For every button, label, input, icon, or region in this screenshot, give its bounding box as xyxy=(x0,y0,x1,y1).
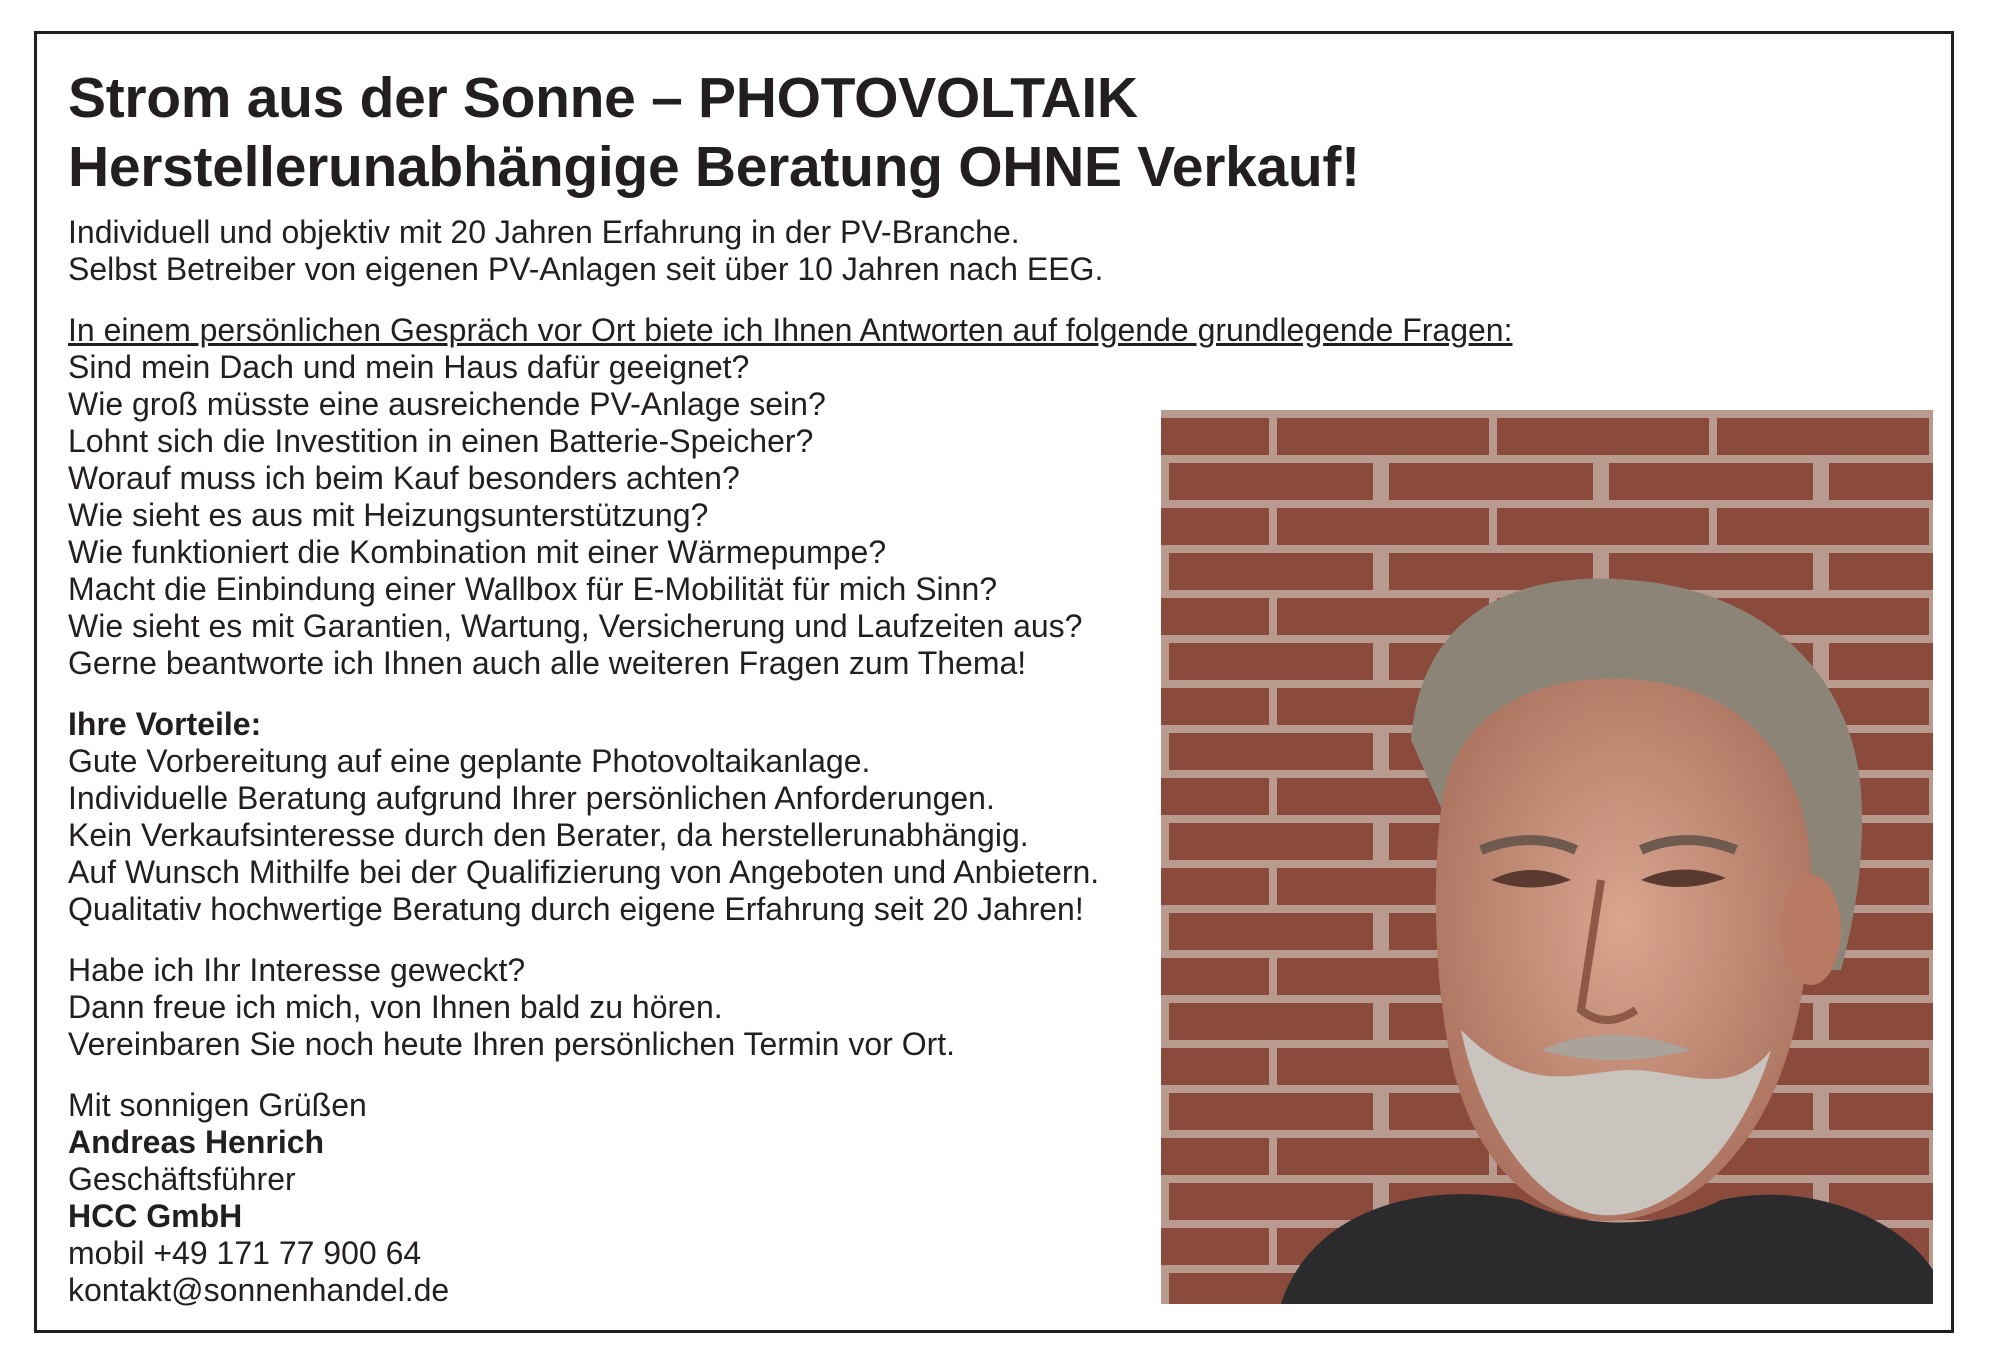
question-item: Lohnt sich die Investition in einen Batterie-Speicher? xyxy=(68,423,814,459)
headline-line-2: Herstellerunabhängige Beratung OHNE Verkauf! xyxy=(68,135,1360,199)
advantage-item: Kein Verkaufsinteresse durch den Berater, da herstellerunabhängig. xyxy=(68,817,1029,853)
question-item: Macht die Einbindung einer Wallbox für E-Mobilität für mich Sinn? xyxy=(68,571,998,607)
question-item: Worauf muss ich beim Kauf besonders achten? xyxy=(68,460,740,496)
headline xyxy=(68,64,1588,202)
portrait-photo xyxy=(1161,410,1933,1304)
intro-text xyxy=(68,214,1588,288)
advantages-heading: Ihre Vorteile: xyxy=(68,706,262,742)
signature-role: Geschäftsführer xyxy=(68,1161,296,1197)
signature-company: HCC GmbH xyxy=(68,1198,243,1234)
cta-line: Habe ich Ihr Interesse geweckt? xyxy=(68,952,526,988)
signature-greeting: Mit sonnigen Grüßen xyxy=(68,1087,367,1123)
cta-line: Vereinbaren Sie noch heute Ihren persönlichen Termin vor Ort. xyxy=(68,1026,956,1062)
advantage-item: Individuelle Beratung aufgrund Ihrer persönlichen Anforderungen. xyxy=(68,780,995,816)
intro-line: Individuell und objektiv mit 20 Jahren Erfahrung in der PV-Branche. xyxy=(68,214,1020,250)
question-item: Wie groß müsste eine ausreichende PV-Anlage sein? xyxy=(68,386,826,422)
intro-line: Selbst Betreiber von eigenen PV-Anlagen seit über 10 Jahren nach EEG. xyxy=(68,251,1104,287)
question-item: Wie sieht es mit Garantien, Wartung, Versicherung und Laufzeiten aus? xyxy=(68,608,1083,644)
advantage-item: Gute Vorbereitung auf eine geplante Photovoltaikanlage. xyxy=(68,743,871,779)
advantage-item: Qualitativ hochwertige Beratung durch eigene Erfahrung seit 20 Jahren! xyxy=(68,891,1084,927)
signature-name: Andreas Henrich xyxy=(68,1124,325,1160)
ear xyxy=(1781,875,1841,985)
portrait-illustration xyxy=(1161,410,1933,1304)
question-item: Wie sieht es aus mit Heizungsunterstützung? xyxy=(68,497,709,533)
advantage-item: Auf Wunsch Mithilfe bei der Qualifizierung von Angeboten und Anbietern. xyxy=(68,854,1100,890)
signature-phone: mobil +49 171 77 900 64 xyxy=(68,1235,422,1271)
question-item: Gerne beantworte ich Ihnen auch alle weiteren Fragen zum Thema! xyxy=(68,645,1027,681)
question-item: Sind mein Dach und mein Haus dafür geeignet? xyxy=(68,349,750,385)
question-item: Wie funktioniert die Kombination mit einer Wärmepumpe? xyxy=(68,534,887,570)
questions-heading: In einem persönlichen Gespräch vor Ort biete ich Ihnen Antworten auf folgende grundlegende Fragen: xyxy=(68,312,1513,348)
signature-email: kontakt@sonnenhandel.de xyxy=(68,1272,450,1308)
headline-line-1: Strom aus der Sonne – PHOTOVOLTAIK xyxy=(68,66,1138,130)
cta-line: Dann freue ich mich, von Ihnen bald zu hören. xyxy=(68,989,723,1025)
